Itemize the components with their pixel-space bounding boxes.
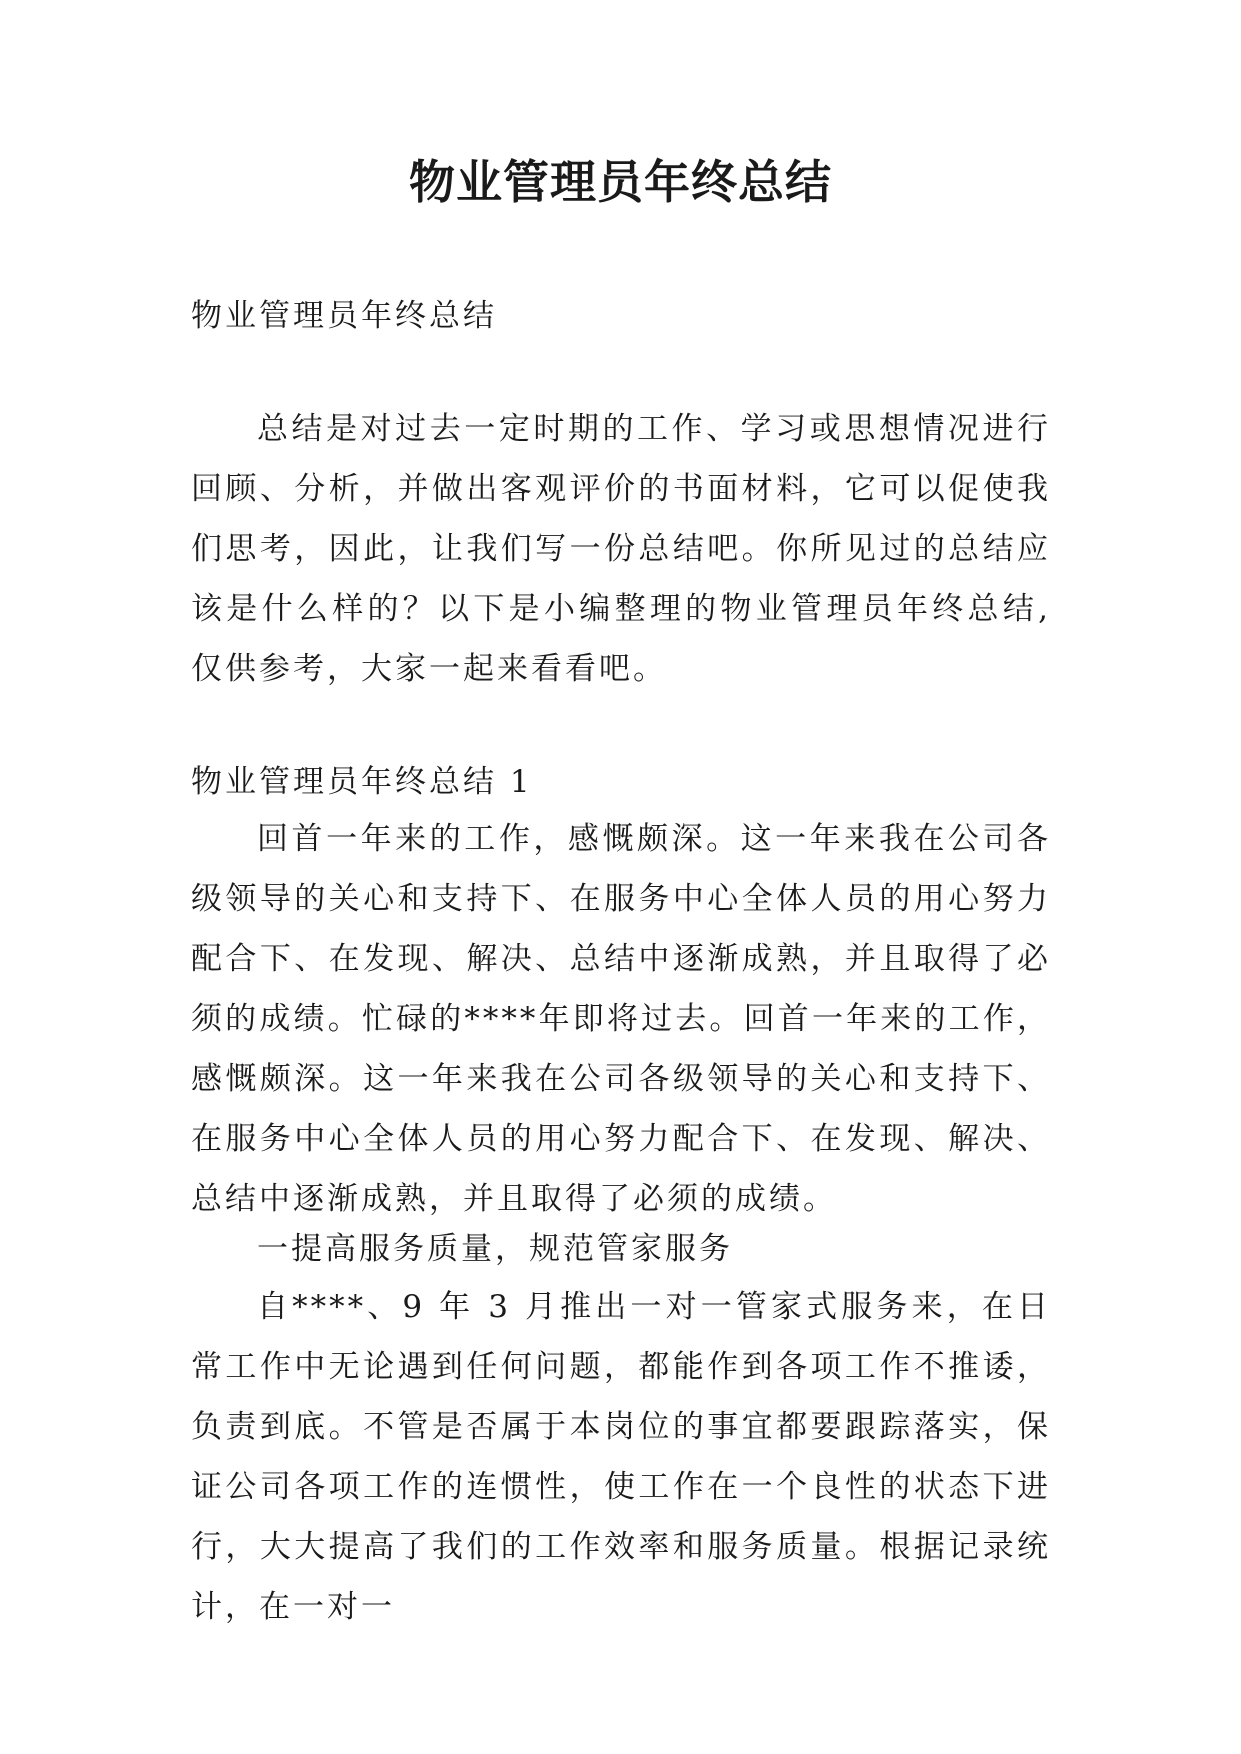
document-subtitle: 物业管理员年终总结 bbox=[191, 298, 497, 334]
sub-heading: 一提高服务质量，规范管家服务 bbox=[257, 1231, 733, 1267]
intro-paragraph: 总结是对过去一定时期的工作、学习或思想情况进行回顾、分析，并做出客观评价的书面材料，它可以促使我们思考，因此，让我们写一份总结吧。你所见过的总结应该是什么样的？以下是小编整理的物业管理员年终总结,仅供参考，大家一起来看看吧。 bbox=[191, 411, 1051, 687]
section-heading: 物业管理员年终总结 1 bbox=[191, 764, 533, 800]
body-paragraph: 回首一年来的工作，感慨颇深。这一年来我在公司各级领导的关心和支持下、在服务中心全体人员的用心努力配合下、在发现、解决、总结中逐渐成熟，并且取得了必须的成绩。忙碌的****年即将过去。回首一年来的工作，感慨颇深。这一年来我在公司各级领导的关心和支持下、在服务中心全体人员的用心努力配合下、在发现、解决、总结中逐渐成熟，并且取得了必须的成绩。 bbox=[191, 821, 1051, 1217]
document-title: 物业管理员年终总结 bbox=[409, 155, 832, 209]
body-paragraph: 自****、9 年 3 月推出一对一管家式服务来，在日常工作中无论遇到任何问题，都能作到各项工作不推诿，负责到底。不管是否属于本岗位的事宜都要跟踪落实，保证公司各项工作的连惯性，使工作在一个良性的状态下进行，大大提高了我们的工作效率和服务质量。根据记录统计，在一对一 bbox=[191, 1289, 1051, 1625]
